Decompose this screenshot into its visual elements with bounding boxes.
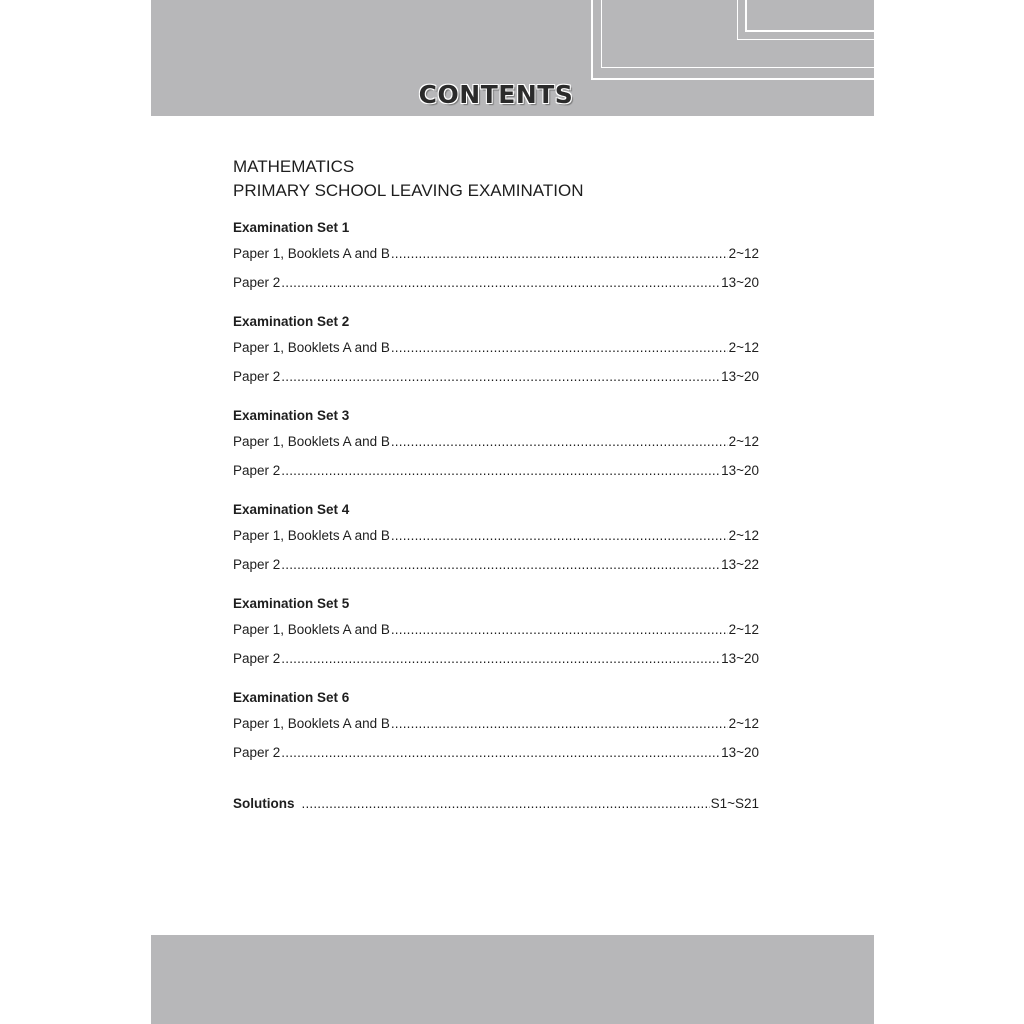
toc-entry[interactable] [233,709,759,738]
document-page [151,0,874,1024]
toc-entry-pages: 2~12 [728,246,759,261]
toc-entry-label: Paper 2 [233,463,281,478]
toc-entry[interactable] [233,239,759,268]
toc-entry-pages: 13~20 [721,275,759,290]
toc-entry-label: Paper 2 [233,369,281,384]
exam-set-title: Examination Set 6 [233,690,350,705]
toc-entry-pages: 2~12 [728,434,759,449]
toc-entry-label: Paper 1, Booklets A and B [233,622,390,637]
toc-entry[interactable] [233,456,759,485]
toc-entry-label: Paper 2 [233,557,281,572]
toc-entry[interactable] [233,362,759,391]
toc-entry[interactable] [233,738,759,767]
exam-set-section [233,499,759,579]
dot-leader [281,456,720,485]
toc-entry-label: Paper 2 [233,275,281,290]
exam-set-title: Examination Set 2 [233,314,350,329]
toc-entry-label: Solutions [233,796,295,811]
toc-entry-pages: 13~20 [721,369,759,384]
toc-entry-pages: 13~20 [721,651,759,666]
dot-leader [391,709,728,738]
toc-entry[interactable] [233,333,759,362]
toc-entry-solutions[interactable] [233,789,759,818]
subject-title: MATHEMATICS [233,157,355,176]
exam-title: PRIMARY SCHOOL LEAVING EXAMINATION [233,181,584,200]
toc-entry-label: Paper 1, Booklets A and B [233,246,390,261]
dot-leader [391,521,728,550]
toc-entry-pages: 13~20 [721,745,759,760]
exam-sets-list [233,217,759,767]
toc-entry-pages: 2~12 [728,528,759,543]
exam-set-section [233,405,759,485]
toc-entry-label: Paper 1, Booklets A and B [233,528,390,543]
dot-leader [281,738,720,767]
dot-leader [281,550,720,579]
toc-entry[interactable] [233,615,759,644]
exam-set-title: Examination Set 3 [233,408,350,423]
toc-entry-label: Paper 1, Booklets A and B [233,716,390,731]
footer-band [151,935,874,1024]
toc-entry-pages: 13~20 [721,463,759,478]
toc-entry[interactable] [233,427,759,456]
header-band [151,0,874,116]
dot-leader [302,789,710,818]
exam-set-section [233,311,759,391]
table-of-contents [233,155,759,818]
dot-leader [391,615,728,644]
toc-entry-pages: 2~12 [728,716,759,731]
toc-entry-label: Paper 2 [233,745,281,760]
exam-set-section [233,217,759,297]
toc-entry[interactable] [233,268,759,297]
toc-entry-label: Paper 1, Booklets A and B [233,340,390,355]
exam-set-title: Examination Set 1 [233,220,350,235]
page-title: CONTENTS [418,80,574,109]
exam-set-section [233,687,759,767]
toc-entry-label: Paper 1, Booklets A and B [233,434,390,449]
dot-leader [391,239,728,268]
toc-entry[interactable] [233,521,759,550]
toc-entry-pages: 2~12 [728,340,759,355]
decorative-frame [745,0,874,32]
dot-leader [391,427,728,456]
toc-entry-pages: S1~S21 [710,796,759,811]
toc-entry-pages: 13~22 [721,557,759,572]
toc-entry[interactable] [233,550,759,579]
exam-set-title: Examination Set 5 [233,596,350,611]
toc-entry[interactable] [233,644,759,673]
exam-set-title: Examination Set 4 [233,502,350,517]
dot-leader [281,644,720,673]
dot-leader [281,268,720,297]
dot-leader [281,362,720,391]
toc-entry-label: Paper 2 [233,651,281,666]
exam-set-section [233,593,759,673]
dot-leader [391,333,728,362]
toc-entry-pages: 2~12 [728,622,759,637]
